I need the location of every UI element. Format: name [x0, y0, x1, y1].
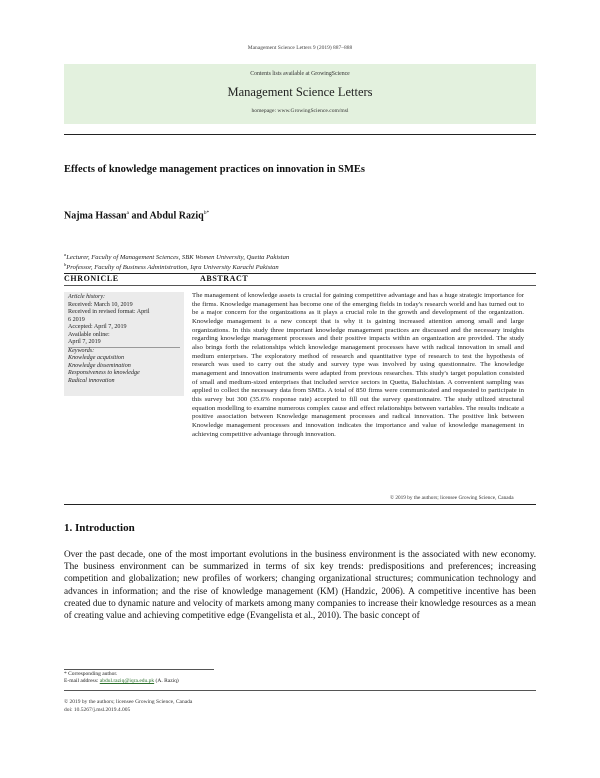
- author-2-affiliation-mark: b*: [203, 210, 210, 216]
- affiliation-a: [64, 252, 289, 261]
- chronicle-heading: CHRONICLE: [64, 274, 119, 283]
- license-line: © 2019 by the authors; licensee Growing Science, Canada: [64, 699, 193, 705]
- corresponding-author-note: * Corresponding author.: [64, 671, 118, 677]
- author-1-affiliation-mark: a: [126, 210, 129, 216]
- author-list: [64, 210, 209, 221]
- author-conjunction: and: [128, 210, 150, 222]
- accepted-date: Accepted: April 7, 2019: [68, 324, 127, 330]
- received-date: Received: March 10, 2019: [68, 301, 133, 308]
- affiliation-text: Lecturer, Faculty of Management Sciences, SBK Women University, Quetta Pakistan: [66, 254, 290, 262]
- keywords-label: Keywords:: [68, 347, 180, 356]
- abstract-bottom-rule: [64, 504, 536, 505]
- email-suffix: (A. Raziq): [154, 678, 179, 684]
- article-info-box: [64, 292, 184, 396]
- footnote-rule: [64, 669, 214, 670]
- revised-date-line-2: 6 2019: [68, 316, 85, 323]
- section-heading-rule: [64, 285, 536, 286]
- available-online-date: April 7, 2019: [68, 339, 101, 345]
- affiliation-mark: a: [64, 252, 67, 257]
- contents-available-line: Contents lists available at GrowingScience: [250, 71, 350, 77]
- article-title: Effects of knowledge management practices on innovation in SMEs: [64, 164, 365, 175]
- journal-title: Management Science Letters: [227, 85, 373, 99]
- introduction-body: Over the past decade, one of the most important evolutions in the business environment is the associated with new economy. The business environment can be summarized in terms of six key trends: predispositions and preferences; increasing competition and globalization; new profiles of workers; changing organizational structures; communication technology and advances in information; and the rise of knowledge management (KM) (Handzic, 2006). A competitive incentive has been created due to dynamic nature and velocity of markets among many companies to increase their knowledge resources as a mean of creating value and achieving competitive edge (Evangelista et al., 2010). The basic concept of: [64, 549, 536, 621]
- journal-homepage[interactable]: homepage: www.GrowingScience.com/msl: [251, 108, 349, 114]
- keyword-item: Knowledge dissemination: [68, 362, 131, 369]
- article-history-label: Article history:: [68, 294, 106, 300]
- author-2-name: Abdul Raziq: [149, 210, 204, 222]
- abstract-copyright: © 2019 by the authors; licensee Growing Science, Canada: [390, 495, 514, 501]
- running-head: Management Science Letters 9 (2019) 887–888: [247, 45, 353, 51]
- introduction-heading: 1. Introduction: [64, 522, 135, 534]
- email-footnote: [64, 678, 179, 684]
- email-label: E-mail address:: [64, 678, 100, 684]
- author-1-name: Najma Hassan: [64, 210, 127, 222]
- keyword-item: Radical innovation: [68, 377, 115, 384]
- abstract-body: The management of knowledge assets is crucial for gaining competitive advantage and has a huge strategic importance for the firms. Knowledge management has become one of the emerging fields in today's research world and has turned out to be a major concern for the organizations as it plays a crucial role in the growth and development of the organization. Knowledge management is a new concept that is why it is gaining increased attention among small and large organizations. In this study three important knowledge management practices are discussed and the necessary insights regarding knowledge management processes and their positive impacts within an organization are provided. The study also brings forth the relationships which knowledge management processes have with radical innovation in small and medium enterprises. The exploratory method of research and quantitative type of research to test the hypothesis of research was used to carry out the study and survey type was involved by using questionnaire. The knowledge management and innovation instruments were adapted from previous researches. This study's target population consisted of small and medium-sized enterprises that included service sectors in Quetta, Baluchistan. A convenient sampling was applied to collect the necessary data from SMEs. A total of 850 firms were communicated and requested to participate in this survey but 300 (35.6% response rate) accepted to fill out the survey questionnaire. The study utilized structural equation modelling to examine numerous complex cause and effect relationships between variables. The results indicate a positive association between Knowledge management processes and radical innovation. The positive link between Knowledge management processes and innovation indicates the importance and value of knowledge management in achieving competitive advantage through innovation.: [192, 292, 524, 438]
- keyword-item: Responsiveness to knowledge: [68, 370, 140, 376]
- revised-date-line-1: Received in revised format: April: [68, 309, 150, 315]
- doi-line[interactable]: doi: 10.5267/j.msl.2019.4.005: [64, 707, 131, 713]
- section-top-rule: [64, 273, 536, 274]
- journal-masthead: [64, 64, 536, 124]
- footer-rule: [64, 690, 536, 691]
- affiliation-b: [64, 262, 279, 271]
- affiliation-text: Professor, Faculty of Business Administration, Iqra University Karachi Pakistan: [66, 264, 279, 272]
- affiliation-mark: b: [64, 262, 67, 267]
- keyword-item: Knowledge acquisition: [68, 355, 125, 361]
- corresponding-email-link[interactable]: abdul.raziq@iqra.edu.pk: [99, 678, 155, 684]
- available-online-label: Available online:: [68, 331, 110, 338]
- header-rule: [64, 134, 536, 135]
- abstract-heading: ABSTRACT: [200, 274, 249, 283]
